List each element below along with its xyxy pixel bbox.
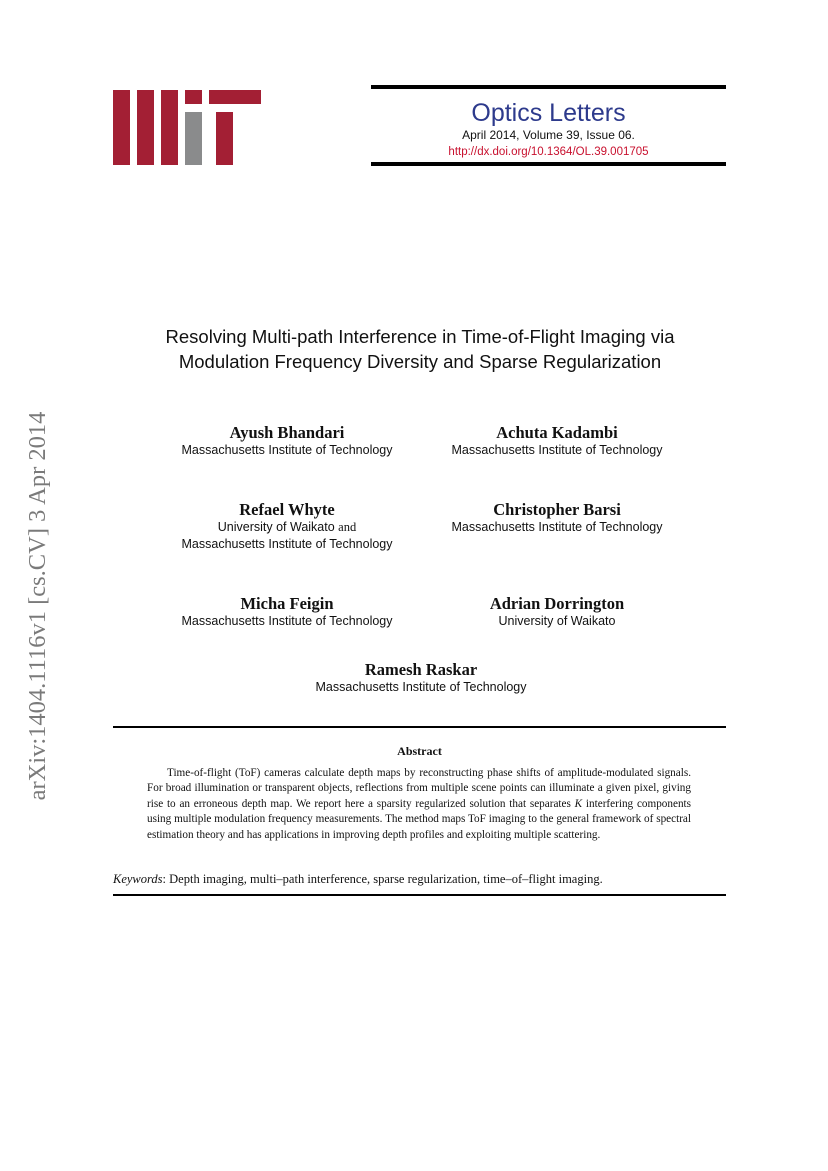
author-name: Micha Feigin <box>240 594 334 613</box>
author-affiliation-2: Massachusetts Institute of Technology <box>181 537 393 551</box>
paper-title <box>120 324 720 374</box>
author-name: Ayush Bhandari <box>229 423 345 442</box>
journal-name: Optics Letters <box>471 99 626 127</box>
doi-link[interactable]: http://dx.doi.org/10.1364/OL.39.001705 <box>448 146 649 158</box>
abstract-text-part-1: Time-of-flight (ToF) cameras calculate depth maps by reconstructing phase shifts of amplitude-modulated signals. For broad illumination or transparent objects, reflections from multiple scene points can illuminate a given pixel, giving rise to an erroneous depth map. We report here a sparsity regularized solution that separates <box>147 767 691 810</box>
header-top-rule <box>371 85 726 89</box>
keywords-text: : Depth imaging, multi–path interference, sparse regularization, time–of–flight imaging. <box>162 872 603 886</box>
author-affiliation <box>157 519 417 536</box>
author-affiliation-1: University of Waikato <box>217 520 335 534</box>
author-block <box>157 594 417 630</box>
author-name: Refael Whyte <box>239 500 335 519</box>
affiliation-connector: and <box>338 520 357 534</box>
author-affiliation: Massachusetts Institute of Technology <box>451 520 663 534</box>
abstract-heading: Abstract <box>397 744 442 758</box>
keywords-label: Keywords <box>113 872 163 886</box>
author-block <box>427 500 687 536</box>
author-affiliation: Massachusetts Institute of Technology <box>181 443 393 457</box>
mit-logo-icon <box>113 90 261 165</box>
keywords-line <box>113 871 733 887</box>
author-name: Achuta Kadambi <box>496 423 618 442</box>
abstract-top-rule <box>113 726 726 728</box>
author-name: Christopher Barsi <box>493 500 621 519</box>
author-affiliation: Massachusetts Institute of Technology <box>315 680 527 694</box>
author-block <box>427 594 687 630</box>
abstract-body <box>147 766 691 843</box>
author-affiliation: Massachusetts Institute of Technology <box>181 614 393 628</box>
author-block <box>157 500 417 553</box>
title-line-1: Resolving Multi-path Interference in Time-of-Flight Imaging via <box>165 326 675 347</box>
author-affiliation: University of Waikato <box>498 614 616 628</box>
author-block <box>291 660 551 696</box>
abstract-bottom-rule <box>113 894 726 896</box>
abstract-symbol-k: K <box>574 797 583 810</box>
author-name: Adrian Dorrington <box>489 594 625 613</box>
title-line-2: Modulation Frequency Diversity and Sparse Regularization <box>178 351 662 372</box>
arxiv-stamp: arXiv:1404.1116v1 [cs.CV] 3 Apr 2014 <box>24 411 51 801</box>
abstract-text-part-2: interfering components using multiple modulation frequency measurements. The method maps ToF imaging to the general framework of spectral estimation theory and has applications in improving depth profiles and exploiting multiple scattering. <box>147 797 692 841</box>
author-block <box>157 423 417 459</box>
author-block <box>427 423 687 459</box>
journal-issue: April 2014, Volume 39, Issue 06. <box>462 128 635 142</box>
header-bottom-rule <box>371 162 726 166</box>
author-name: Ramesh Raskar <box>364 660 478 679</box>
author-affiliation: Massachusetts Institute of Technology <box>451 443 663 457</box>
